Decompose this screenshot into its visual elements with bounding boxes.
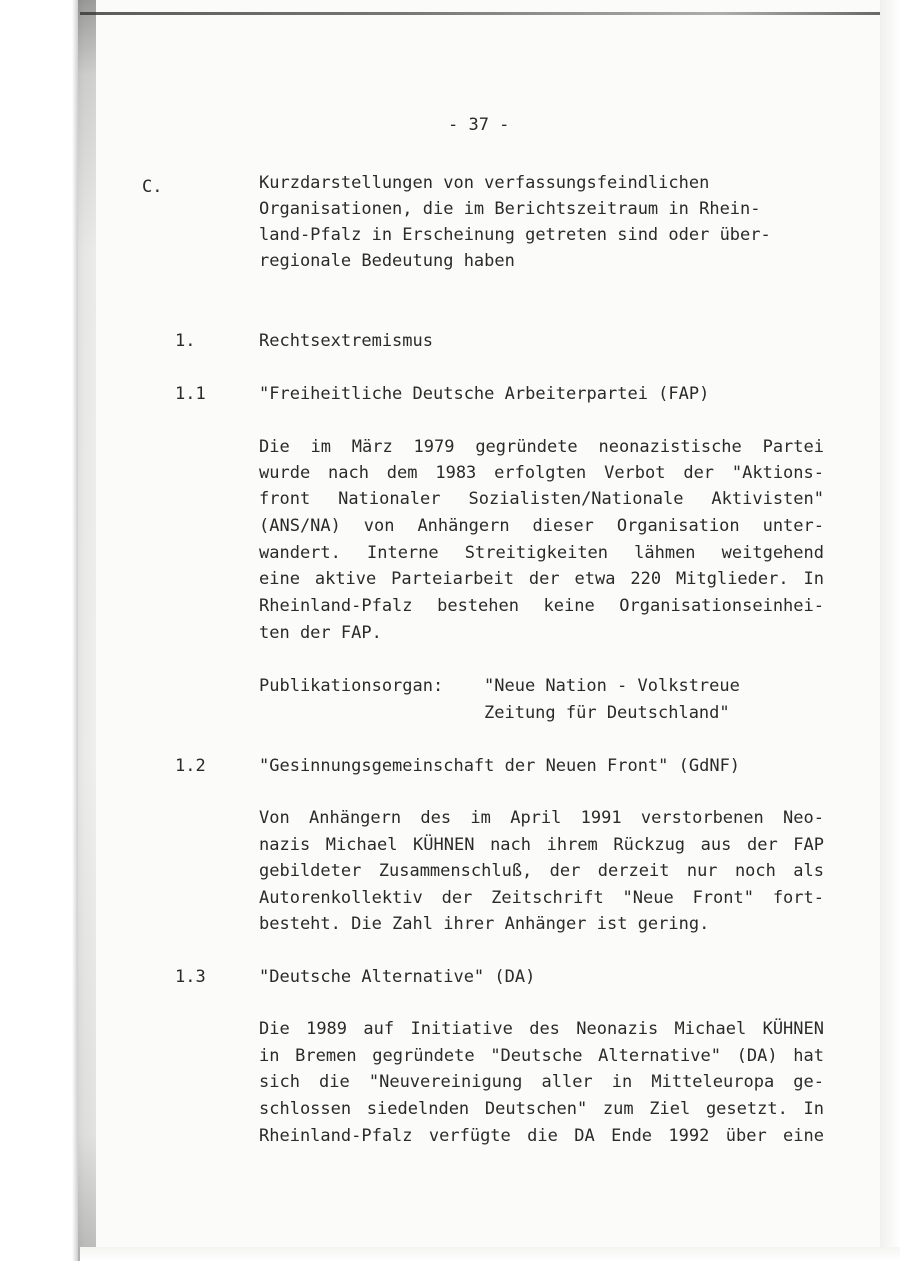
bottom-edge <box>80 1247 900 1261</box>
section-1-number: 1. <box>175 331 196 351</box>
section-1-3-body-line: sich die "Neuvereinigung aller in Mitteleuropa ge- <box>259 1072 824 1092</box>
section-1-3-title: "Deutsche Alternative" (DA) <box>259 967 536 987</box>
section-1-3-body-line: Die 1989 auf Initiative des Neonazis Michael KÜHNEN <box>259 1019 824 1039</box>
section-1-3-body-line: schlossen siedelnden Deutschen" zum Ziel gesetzt. In <box>259 1099 824 1119</box>
section-1-1-body-line: eine aktive Parteiarbeit der etwa 220 Mitglieder. In <box>259 569 824 589</box>
section-1-2-body-line: gebildeter Zusammenschluß, der derzeit nur noch als <box>259 861 824 881</box>
section-1-3-number: 1.3 <box>175 967 206 987</box>
section-1-1-body-line: wurde nach dem 1983 erfolgten Verbot der "Aktions- <box>259 463 824 483</box>
section-1-2-body-line: Von Anhängern des im April 1991 verstorbenen Neo- <box>259 808 824 828</box>
section-c-label: C. <box>142 177 163 197</box>
section-c-title-line: Organisationen, die im Berichtszeitraum in Rhein- <box>259 199 761 219</box>
section-1-3-body-line: in Bremen gegründete "Deutsche Alternative" (DA) hat <box>259 1046 824 1066</box>
section-1-2-title: "Gesinnungsgemeinschaft der Neuen Front" (GdNF) <box>259 756 741 776</box>
section-1-1-body-line: wandert. Interne Streitigkeiten lähmen weitgehend <box>259 543 824 563</box>
section-1-1-title: "Freiheitliche Deutsche Arbeiterpartei (FAP) <box>259 384 710 404</box>
page-number: - 37 - <box>448 115 510 135</box>
binding-edge <box>78 0 96 1261</box>
section-1-1-body-line: (ANS/NA) von Anhängern dieser Organisation unter- <box>259 516 824 536</box>
publication-title-line: "Neue Nation - Volkstreue <box>484 676 740 696</box>
section-1-2-number: 1.2 <box>175 756 206 776</box>
section-c-title-line: land-Pfalz in Erscheinung getreten sind oder über- <box>259 225 771 245</box>
section-1-2-body-line: Autorenkollektiv der Zeitschrift "Neue Front" fort- <box>259 888 824 908</box>
section-1-3-body-line: Rheinland-Pfalz verfügte die DA Ende 1992 über eine <box>259 1126 824 1146</box>
section-1-1-body-line: Rheinland-Pfalz bestehen keine Organisationseinhei- <box>259 596 824 616</box>
section-1-2-body-line: besteht. Die Zahl ihrer Anhänger ist gering. <box>259 914 710 934</box>
section-1-1-body-line: ten der FAP. <box>259 623 382 643</box>
right-edge <box>880 0 900 1261</box>
section-1-1-body-line: Die im März 1979 gegründete neonazistische Partei <box>259 437 824 457</box>
section-1-title: Rechtsextremismus <box>259 331 433 351</box>
section-c-title-line: regionale Bedeutung haben <box>259 251 515 271</box>
publication-title-line: Zeitung für Deutschland" <box>484 703 730 723</box>
section-1-1-body-line: front Nationaler Sozialisten/Nationale Aktivisten" <box>259 489 824 509</box>
publication-label: Publikationsorgan: <box>259 676 444 696</box>
section-c-title-line: Kurzdarstellungen von verfassungsfeindlichen <box>259 173 710 193</box>
section-1-1-number: 1.1 <box>175 384 206 404</box>
section-1-2-body-line: nazis Michael KÜHNEN nach ihrem Rückzug aus der FAP <box>259 835 824 855</box>
top-edge-line <box>80 12 880 15</box>
